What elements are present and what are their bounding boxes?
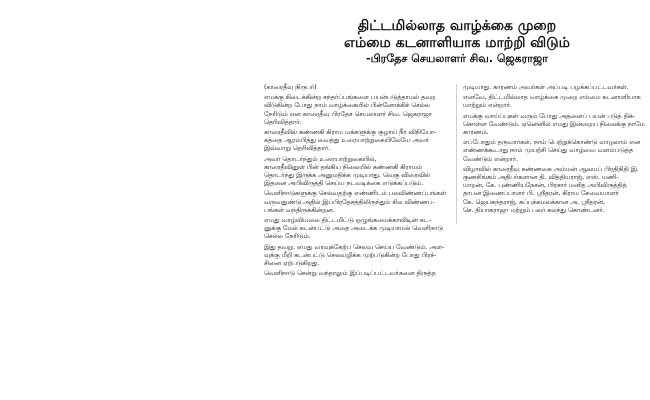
news-clipping — [264, 18, 650, 278]
text-line: குணசிங்கம் அதிபர்களான தி. வித்தியராஜ், எஸ். மணி- — [463, 174, 619, 182]
text-line: செ. தியாகராஜா மற்றும் பலர் கலந்து கொண்டனர். — [463, 206, 605, 214]
text-line: எமது வாழ்வியலை திட்டமிட்டு ஒழுங்கமைக்காவிடின் கட- — [264, 217, 432, 225]
text-line: னுக்கு மேல் கடன்பட்டு அதை அடைக்க முடியாமல் வெளிநாடு — [264, 225, 444, 233]
headline-line-2: எம்மை கடனாளியாக மாற்றி விடும் — [344, 35, 570, 51]
left-paragraphs — [264, 94, 450, 278]
text-line: சினை ஏற்படுகிறது. — [264, 260, 320, 268]
text-line: காரைதீவில் கண்ணகி கிராம மக்களுக்கு குழாய் நீர் விநியோ- — [264, 129, 437, 137]
text-line: கொள்ள வேண்டும். ஏனெனில் எமது இன்றைய நிலைக்கு நாமே — [463, 120, 645, 128]
text-line: தொடர்ந்து இருக்க அனுமதிக்க முடியாது. வெகு விரைவில் — [264, 172, 431, 180]
paragraph — [463, 139, 649, 164]
paragraph — [264, 244, 450, 269]
text-line: பங்கள் வந்திருக்கின்றன. — [264, 206, 335, 214]
paragraph — [264, 217, 450, 242]
paragraph — [264, 129, 450, 154]
text-line: விழாவில் காரைதீவு கண்ணகை அம்மன் ஆலயப் பிரதிநிதி இ. — [463, 165, 639, 173]
text-line: முடியாது. காரணம் அவர்கள் அப்படி பழக்கப்பட்டவர்கள். — [463, 84, 629, 91]
byline: -பிரதேச செயலாளர் சிவ. ஜெகராஜா — [366, 52, 548, 65]
text-line: செல்ல நேரிடும். — [264, 233, 311, 241]
dateline: (காரைதீவு நிருபர்) — [264, 84, 317, 91]
column-divider — [456, 84, 457, 224]
text-line: கத்தை ஆரம்பித்து வைத்து உரையாற்றுகையிலேயே அவர் — [264, 137, 429, 145]
paragraph — [463, 113, 649, 138]
text-line: மாறன், கே. புண்ணியநேசன், பிரசார் மனித அபிவிருத்தித் — [463, 182, 627, 190]
text-line: எண்ணக்கூடாது நாம் முயற்சி செய்து வாழ்வை வளம்படுத்த — [463, 147, 633, 155]
text-line: தாபன இணைப்பாளர் பி. ஸ்ரீதரன், கிராம சேவையாளர் — [463, 190, 619, 198]
right-paragraphs — [463, 84, 649, 215]
paragraph — [463, 94, 649, 110]
headline-block — [264, 18, 650, 67]
paragraph — [264, 270, 450, 278]
text-line: காரைதீவினுள் பின் தங்கிய நிலையில் கண்ணகி கிராமம் — [264, 163, 422, 171]
text-line: இவ்வாறு தெரிவித்தார். — [264, 145, 331, 153]
text-line: விடுகின்ற போது நாம் வாழ்க்கையில் பின்னோக்கிச் செல்ல — [264, 102, 430, 110]
text-line: எமக்கு வாய்ப்புகள் வரும் போது அதனைப் பயன் படுத் திக்- — [463, 112, 636, 120]
right-column — [463, 84, 649, 217]
text-line: வெளிநாடு சென்று வந்தாலும் இப்படிப்பட்டவர்களை திருத்த — [264, 270, 436, 278]
paragraph — [264, 190, 450, 215]
text-line: எமக்கு கிடைக்கின்ற சந்தர்ப்பங்களை பயன்படுத்தாமல் தவற — [264, 94, 436, 102]
text-line: கே. ஜெயகந்தராஜ், சுப்புக்கமலக்கான அ. ஸ்ரீதரன், — [463, 198, 605, 206]
text-line: வேண்டும் என்றார். — [463, 155, 519, 163]
text-line: எப்போதும் தருவார்கள், நாம் பெற்றுக்கொண்டு வாழலாம் என — [463, 139, 641, 147]
text-line: இதனை அபிவிருத்தி செய்ய நடவடிக்கை எடுக்கப்படும். — [264, 180, 424, 188]
text-line: இது தவறு. எமது வரவுக்கேற்ப செலவு செய்ய வேண்டும். அள- — [264, 243, 445, 251]
text-line: மாற்றும் என்றார். — [463, 102, 512, 110]
text-line: வுக்கு மீறி கடன்பட்டு செலவழிக்க முற்படுகின்ற போது பிரச்- — [264, 251, 437, 259]
text-line: அவர் தொடர்ந்தும் உரையாற்றுகையில், — [264, 155, 377, 163]
text-line: நேரிடும் என காரைதீவு பிரதேச செயலாளர் சிவ. ஜெகராஜா — [264, 110, 432, 118]
paragraph — [463, 84, 649, 92]
paragraph — [264, 156, 450, 189]
paragraph — [264, 94, 450, 127]
text-line: வெளிநாடுகளுக்கு செல்வதற்கு எண்ணிடம் பலவிண்ணப்பங்கள் — [264, 190, 447, 198]
text-line: தெரிவித்தார். — [264, 118, 302, 126]
paragraph — [463, 166, 649, 215]
text-line: எனவே, திட்டமில்லாத வாழ்க்கை முறை எம்மை கடனாளியாக — [463, 94, 641, 102]
headline-line-1: திட்டமில்லாத வாழ்க்கை முறை — [357, 18, 557, 34]
text-line: காரணம். — [463, 129, 489, 137]
left-column — [264, 84, 450, 280]
text-line: வருவதுண்டு அதில் இப்பிரதேசத்திலிருந்தும் சில விண்ணப்- — [264, 198, 435, 206]
